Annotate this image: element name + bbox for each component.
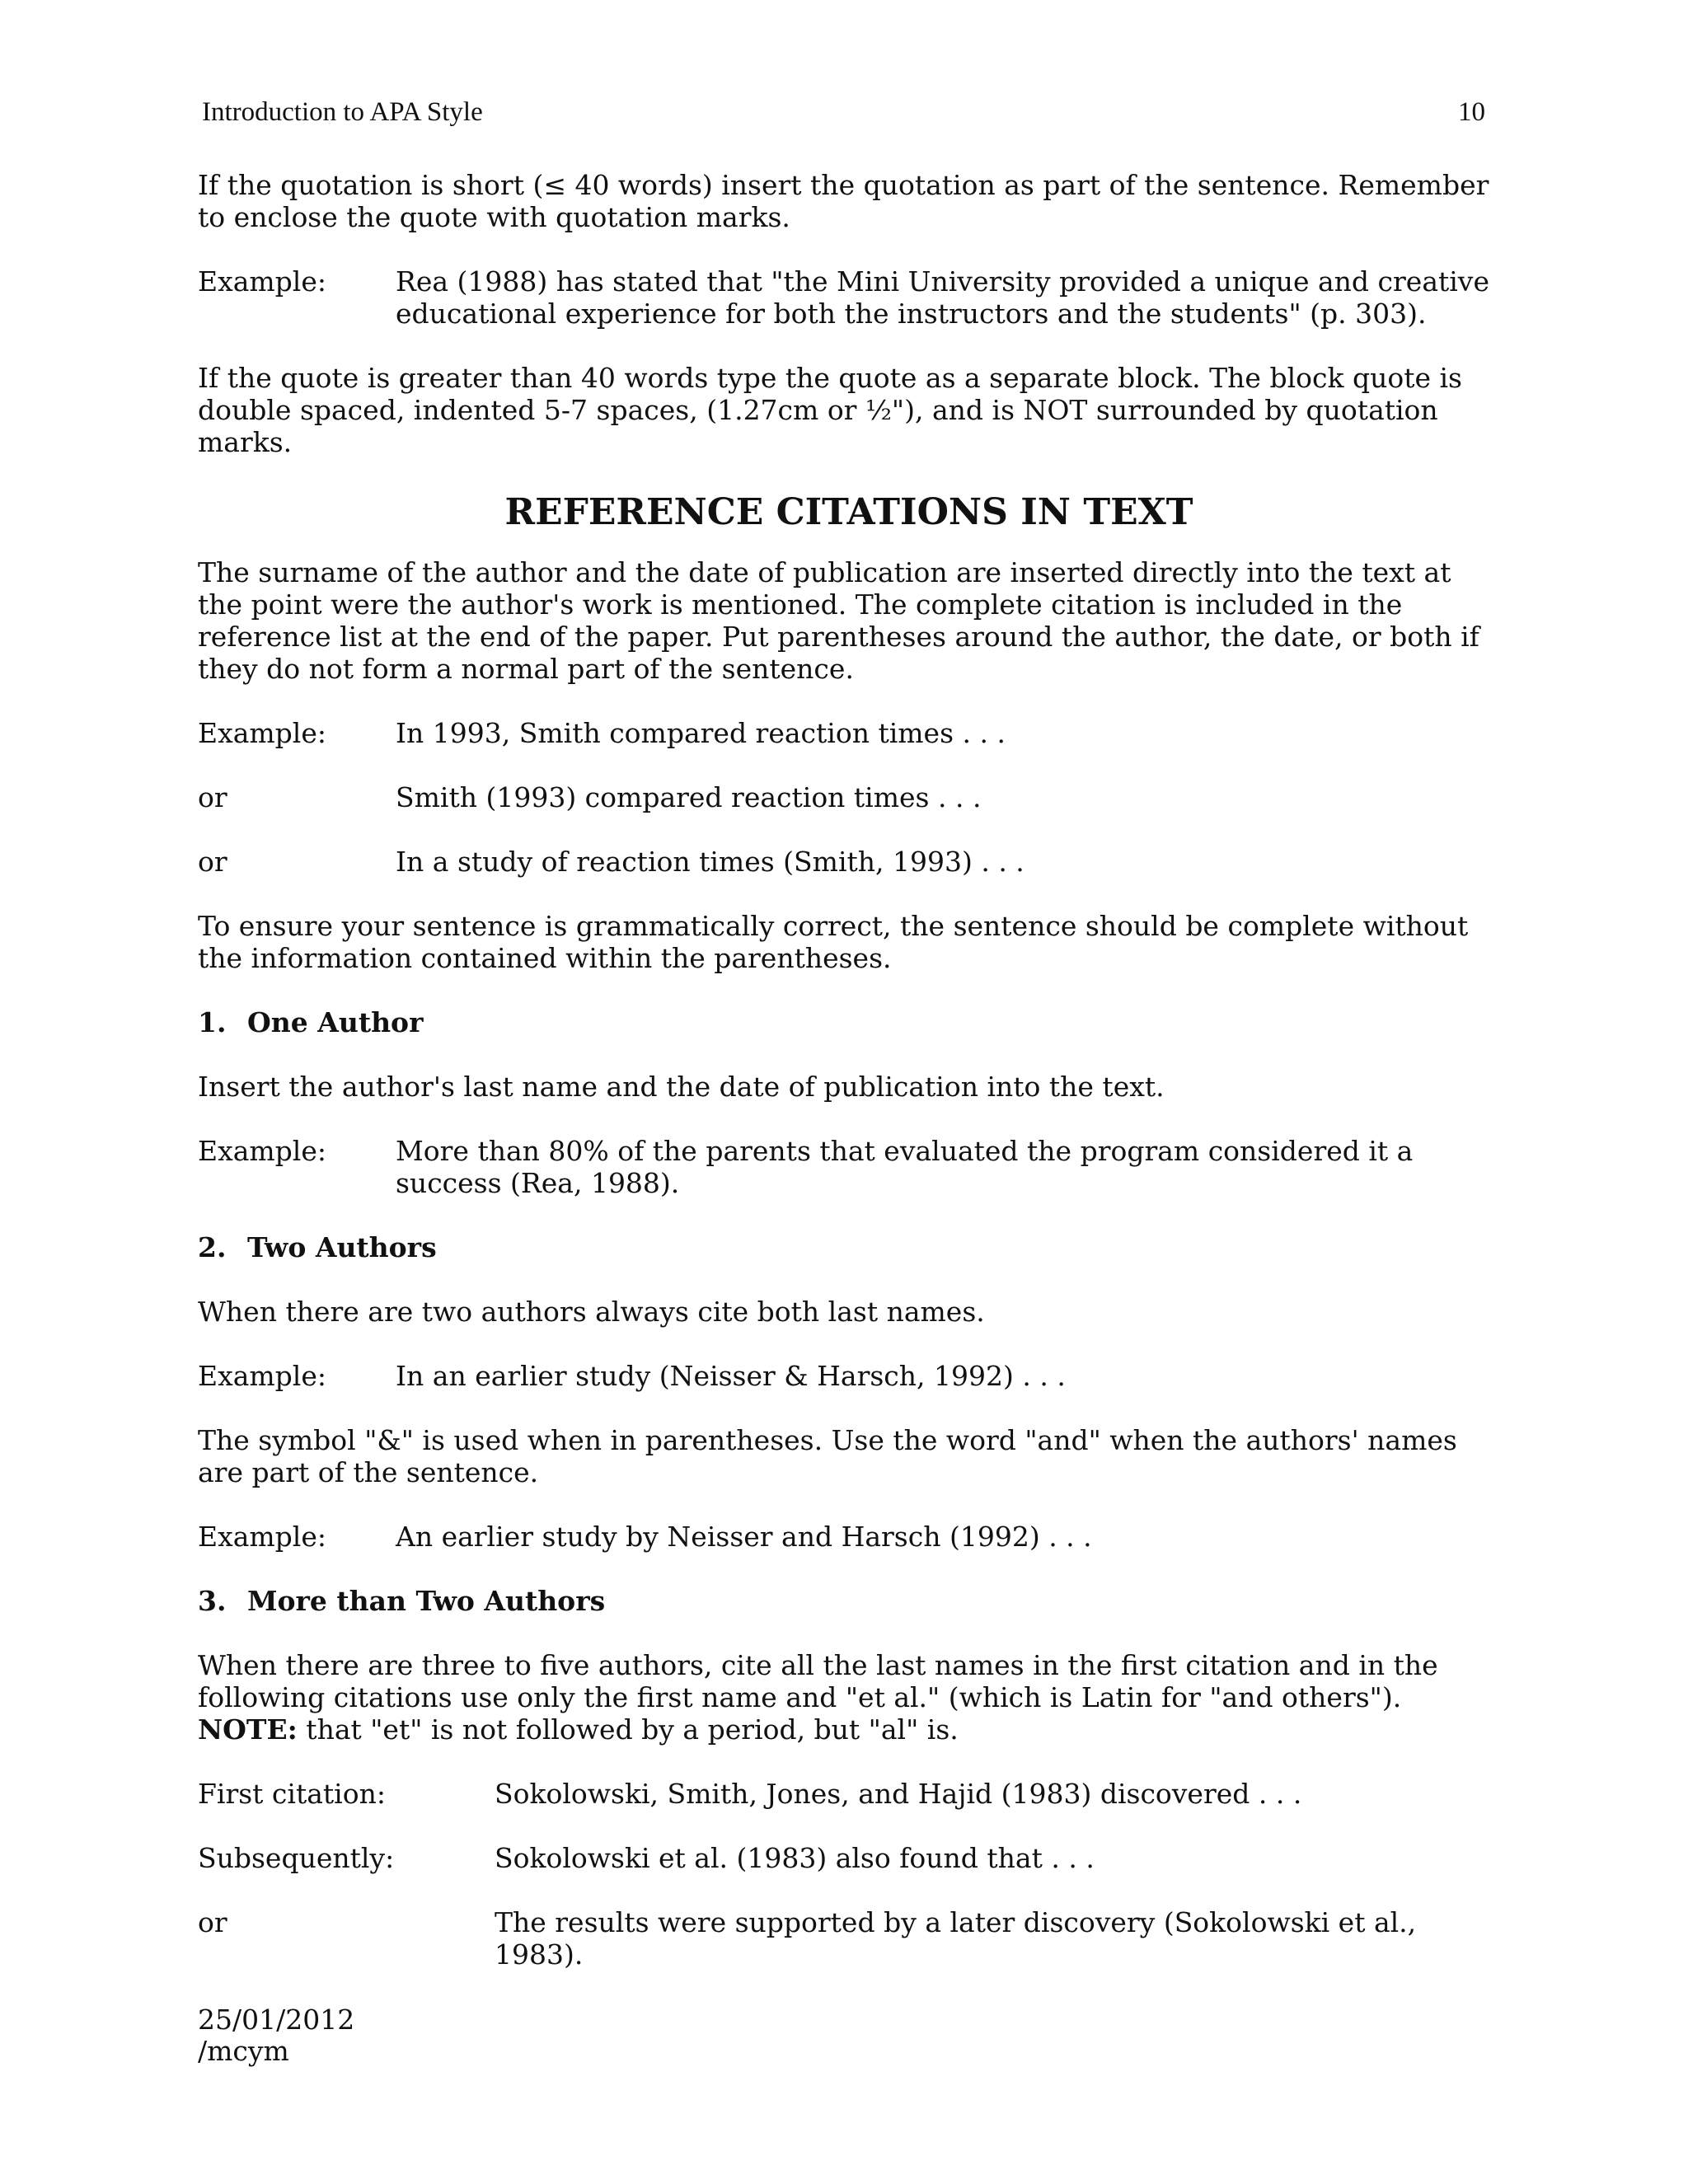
note-label: NOTE:: [198, 1713, 298, 1746]
example-label: Subsequently:: [198, 1842, 395, 1874]
one-author-example: [198, 1135, 1500, 1199]
section-title: REFERENCE CITATIONS IN TEXT: [504, 491, 1193, 533]
citation-example: [198, 846, 1500, 878]
example-label: Example:: [198, 717, 326, 749]
note-line: [198, 1713, 1500, 1746]
subheading-text: Two Authors: [247, 1231, 437, 1263]
subheading-text: More than Two Authors: [247, 1585, 606, 1617]
example-text: In a study of reaction times (Smith, 1993) . . .: [396, 846, 1025, 878]
subheading-number: 3.: [198, 1585, 227, 1617]
example-text: Sokolowski, Smith, Jones, and Hajid (1983) discovered . . .: [495, 1778, 1302, 1810]
two-authors-example: [198, 1521, 1500, 1553]
more-authors-example: [198, 1778, 1500, 1810]
note-text: that "et" is not followed by a period, but "al" is.: [297, 1713, 959, 1746]
subheading-two-authors: [198, 1231, 1500, 1263]
example-text: In 1993, Smith compared reaction times . . .: [396, 717, 1006, 749]
example-label: or: [198, 781, 227, 813]
example-text: Sokolowski et al. (1983) also found that . . .: [495, 1842, 1095, 1874]
subheading-number: 1.: [198, 1006, 227, 1038]
example-label: Example:: [198, 265, 326, 298]
more-authors-text: When there are three to five authors, cite all the last names in the first citation and in the following citations use only the first name and "et al." (which is Latin for "and others").: [198, 1649, 1438, 1713]
example-text: An earlier study by Neisser and Harsch (1992) . . .: [396, 1521, 1092, 1553]
two-authors-paragraph: When there are two authors always cite both last names.: [198, 1296, 985, 1328]
running-header-title: Introduction to APA Style: [202, 97, 483, 127]
footer-author: /mcym: [198, 2035, 289, 2067]
example-label: or: [198, 846, 227, 878]
more-authors-example: [198, 1842, 1500, 1874]
short-quote-paragraph: If the quotation is short (≤ 40 words) insert the quotation as part of the sentence. Remember to enclose the quote with quotation marks.: [198, 169, 1489, 233]
subheading-text: One Author: [247, 1006, 424, 1038]
example-text: More than 80% of the parents that evaluated the program considered it a success (Rea, 1988).: [396, 1135, 1414, 1199]
page-number: 10: [1458, 97, 1485, 127]
subheading-more-authors: [198, 1585, 1500, 1617]
page-footer: [198, 2004, 354, 2067]
citation-intro-paragraph: The surname of the author and the date of publication are inserted directly into the text at the point were the author's work is mentioned. The complete citation is included in the reference list at the end of the paper. Put parentheses around the author, the date, or both if they do not form a normal part of the sentence.: [198, 556, 1479, 685]
example-label: Example:: [198, 1521, 326, 1553]
two-authors-example: [198, 1360, 1500, 1392]
example-label: Example:: [198, 1360, 326, 1392]
more-authors-paragraph: [198, 1649, 1500, 1746]
subheading-one-author: [198, 1006, 1500, 1038]
example-text: The results were supported by a later discovery (Sokolowski et al., 1983).: [495, 1906, 1417, 1971]
subheading-number: 2.: [198, 1231, 227, 1263]
example-label: or: [198, 1906, 227, 1938]
long-quote-paragraph: If the quote is greater than 40 words type the quote as a separate block. The block quote is double spaced, indented 5-7 spaces, (1.27cm or ½"), and is NOT surrounded by quotation marks.: [198, 362, 1462, 458]
symbol-note-paragraph: The symbol "&" is used when in parentheses. Use the word "and" when the authors' names are part of the sentence.: [198, 1424, 1457, 1488]
quote-example: [198, 265, 1500, 330]
footer-date: 25/01/2012: [198, 2004, 355, 2036]
example-label: First citation:: [198, 1778, 386, 1810]
citation-example: [198, 781, 1500, 813]
one-author-paragraph: Insert the author's last name and the date of publication into the text.: [198, 1071, 1165, 1103]
example-label: Example:: [198, 1135, 326, 1167]
grammar-note-paragraph: To ensure your sentence is grammatically correct, the sentence should be complete without the information contained within the parentheses.: [198, 910, 1469, 974]
more-authors-example: [198, 1906, 1500, 1971]
example-text: In an earlier study (Neisser & Harsch, 1992) . . .: [396, 1360, 1066, 1392]
citation-example: [198, 717, 1500, 749]
document-body: [198, 169, 1500, 2003]
example-text: Smith (1993) compared reaction times . . .: [396, 781, 982, 813]
example-text: Rea (1988) has stated that "the Mini University provided a unique and creative educational experience for both the instructors and the students" (p. 303).: [396, 265, 1489, 330]
